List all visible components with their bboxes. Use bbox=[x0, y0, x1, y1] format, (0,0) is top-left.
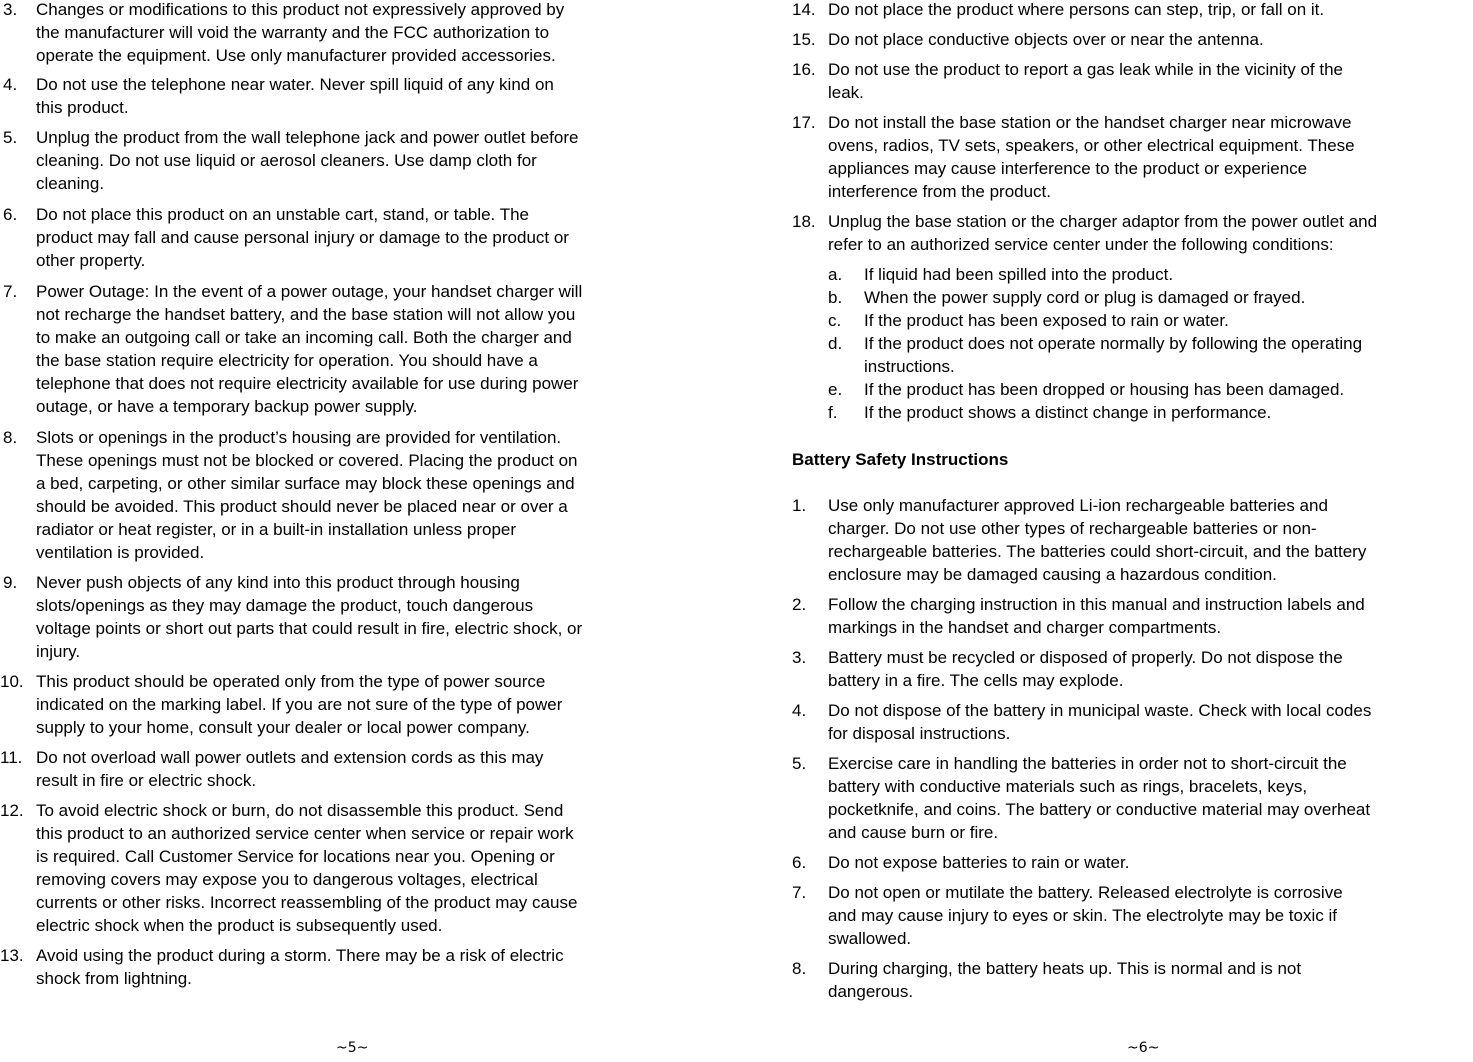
text-line: pocketknife, and coins. The battery or conductive material may overheat bbox=[828, 800, 1371, 819]
text-line: currents or other risks. Incorrect reassembling of the product may cause bbox=[36, 893, 578, 912]
item-number: 4. bbox=[792, 701, 807, 720]
text-line: ovens, radios, TV sets, speakers, or other electrical equipment. These bbox=[828, 136, 1355, 155]
text-line: If the product does not operate normally by following the operating bbox=[864, 334, 1363, 353]
text-line: Avoid using the product during a storm. There may be a risk of electric bbox=[36, 946, 564, 965]
item-text bbox=[828, 58, 1343, 104]
text-line: battery in a fire. The cells may explode. bbox=[828, 671, 1124, 690]
item-text bbox=[828, 111, 1355, 203]
item-text bbox=[828, 699, 1371, 745]
text-line: to make an outgoing call or take an incoming call. Both the charger and bbox=[36, 328, 572, 347]
page-number-left: ~5~ bbox=[336, 1040, 369, 1056]
text-line: indicated on the marking label. If you are not sure of the type of power bbox=[36, 695, 563, 714]
text-line: radiator or heat register, or in a built-in installation unless proper bbox=[36, 520, 517, 539]
item-number: 6. bbox=[3, 205, 18, 224]
item-number: 17. bbox=[792, 113, 816, 132]
item-text bbox=[36, 670, 562, 739]
item-text bbox=[864, 286, 1305, 309]
text-line: Do not install the base station or the handset charger near microwave bbox=[828, 113, 1352, 132]
text-line: ventilation is provided. bbox=[36, 543, 205, 562]
item-number: 5. bbox=[3, 128, 18, 147]
item-text bbox=[36, 203, 569, 272]
item-number: 15. bbox=[792, 30, 816, 49]
text-line: Power Outage: In the event of a power outage, your handset charger will bbox=[36, 282, 583, 301]
text-line: instructions. bbox=[864, 357, 955, 376]
text-line: and may cause injury to eyes or skin. The electrolyte may be toxic if bbox=[828, 906, 1337, 925]
text-line: swallowed. bbox=[828, 929, 912, 948]
item-text bbox=[828, 752, 1370, 844]
item-number: 7. bbox=[3, 282, 18, 301]
item-number: 6. bbox=[792, 853, 807, 872]
text-line: battery with conductive materials such as rings, bracelets, keys, bbox=[828, 777, 1308, 796]
text-line: outage, or have a temporary backup power supply. bbox=[36, 397, 418, 416]
item-text bbox=[36, 799, 577, 937]
text-line: and cause burn or fire. bbox=[828, 823, 999, 842]
item-text bbox=[864, 378, 1344, 401]
item-text bbox=[36, 746, 543, 792]
item-number: b. bbox=[828, 288, 843, 307]
text-line: If the product has been exposed to rain or water. bbox=[864, 311, 1229, 330]
item-number: 4. bbox=[3, 75, 18, 94]
item-text bbox=[828, 593, 1365, 639]
page-number-right: ~6~ bbox=[1127, 1040, 1160, 1056]
text-line: Do not use the product to report a gas leak while in the vicinity of the bbox=[828, 60, 1344, 79]
text-line: Changes or modifications to this product not expressively approved by bbox=[36, 0, 565, 19]
item-number: 16. bbox=[792, 60, 816, 79]
text-line: Battery must be recycled or disposed of properly. Do not dispose the bbox=[828, 648, 1343, 667]
text-line: Never push objects of any kind into this product through housing bbox=[36, 573, 520, 592]
text-line: During charging, the battery heats up. This is normal and is not bbox=[828, 959, 1302, 978]
text-line: Do not place conductive objects over or near the antenna. bbox=[828, 30, 1264, 49]
text-line: markings in the handset and charger compartments. bbox=[828, 618, 1222, 637]
text-line: If liquid had been spilled into the product. bbox=[864, 265, 1174, 284]
item-number: 9. bbox=[3, 573, 18, 592]
text-line: the manufacturer will void the warranty and the FCC authorization to bbox=[36, 23, 550, 42]
item-text bbox=[36, 944, 564, 990]
text-line: appliances may cause interference to the product or experience bbox=[828, 159, 1308, 178]
battery-safety-heading: Battery Safety Instructions bbox=[792, 450, 1009, 469]
item-number: 5. bbox=[792, 754, 807, 773]
text-line: Do not dispose of the battery in municipal waste. Check with local codes bbox=[828, 701, 1372, 720]
item-number: 1. bbox=[792, 496, 807, 515]
item-text bbox=[36, 571, 582, 663]
item-number: e. bbox=[828, 380, 843, 399]
text-line: Slots or openings in the product’s housing are provided for ventilation. bbox=[36, 428, 562, 447]
text-line: cleaning. Do not use liquid or aerosol cleaners. Use damp cloth for bbox=[36, 151, 537, 170]
text-line: interference from the product. bbox=[828, 182, 1052, 201]
text-line: If the product has been dropped or housing has been damaged. bbox=[864, 380, 1345, 399]
item-number: 3. bbox=[792, 648, 807, 667]
text-line: When the power supply cord or plug is damaged or frayed. bbox=[864, 288, 1306, 307]
text-line: Do not expose batteries to rain or water. bbox=[828, 853, 1130, 872]
text-line: enclosure may be damaged causing a hazardous condition. bbox=[828, 565, 1277, 584]
text-line: shock from lightning. bbox=[36, 969, 192, 988]
text-line: other property. bbox=[36, 251, 146, 270]
item-number: d. bbox=[828, 334, 843, 353]
text-line: To avoid electric shock or burn, do not disassemble this product. Send bbox=[36, 801, 564, 820]
text-line: refer to an authorized service center under the following conditions: bbox=[828, 235, 1334, 254]
text-line: not recharge the handset battery, and the base station will not allow you bbox=[36, 305, 576, 324]
text-line: is required. Call Customer Service for locations near you. Opening or bbox=[36, 847, 555, 866]
item-text bbox=[36, 426, 578, 564]
item-text bbox=[828, 494, 1366, 586]
item-text bbox=[864, 309, 1229, 332]
text-line: operate the equipment. Use only manufacturer provided accessories. bbox=[36, 46, 556, 65]
item-text bbox=[828, 957, 1301, 1003]
text-line: rechargeable batteries. The batteries could short-circuit, and the battery bbox=[828, 542, 1367, 561]
item-text bbox=[828, 646, 1343, 692]
item-text bbox=[864, 401, 1271, 424]
item-number: 12. bbox=[0, 801, 24, 820]
text-line: These openings must not be blocked or covered. Placing the product on bbox=[36, 451, 578, 470]
item-text bbox=[828, 28, 1264, 51]
text-line: Exercise care in handling the batteries in order not to short-circuit the bbox=[828, 754, 1347, 773]
text-line: Unplug the product from the wall telephone jack and power outlet before bbox=[36, 128, 579, 147]
item-number: 10. bbox=[0, 672, 24, 691]
text-line: a bed, carpeting, or other similar surface may block these openings and bbox=[36, 474, 575, 493]
item-number: a. bbox=[828, 265, 843, 284]
item-number: 2. bbox=[792, 595, 807, 614]
text-line: product may fall and cause personal injury or damage to the product or bbox=[36, 228, 569, 247]
text-line: telephone that does not require electricity available for use during power bbox=[36, 374, 579, 393]
text-line: cleaning. bbox=[36, 174, 105, 193]
text-line: voltage points or short out parts that could result in fire, electric shock, or bbox=[36, 619, 583, 638]
text-line: slots/openings as they may damage the product, touch dangerous bbox=[36, 596, 534, 615]
item-text bbox=[864, 332, 1362, 378]
item-number: 8. bbox=[3, 428, 18, 447]
text-line: electric shock when the product is subsequently used. bbox=[36, 916, 443, 935]
text-line: Use only manufacturer approved Li-ion rechargeable batteries and bbox=[828, 496, 1328, 515]
item-text bbox=[828, 210, 1377, 256]
item-number: 14. bbox=[792, 0, 816, 19]
text-line: Do not place this product on an unstable cart, stand, or table. The bbox=[36, 205, 529, 224]
text-line: for disposal instructions. bbox=[828, 724, 1011, 743]
item-number: 18. bbox=[792, 212, 816, 231]
text-line: injury. bbox=[36, 642, 81, 661]
item-text bbox=[36, 280, 582, 418]
item-number: 11. bbox=[0, 748, 23, 767]
text-line: Follow the charging instruction in this manual and instruction labels and bbox=[828, 595, 1365, 614]
item-text bbox=[828, 0, 1324, 21]
text-line: This product should be operated only from the type of power source bbox=[36, 672, 546, 691]
text-line: result in fire or electric shock. bbox=[36, 771, 257, 790]
text-line: should be avoided. This product should never be placed near or over a bbox=[36, 497, 568, 516]
text-line: If the product shows a distinct change in performance. bbox=[864, 403, 1272, 422]
text-line: this product. bbox=[36, 98, 129, 117]
item-text bbox=[36, 0, 564, 67]
item-number: 3. bbox=[3, 0, 18, 19]
item-text bbox=[36, 73, 554, 119]
item-number: f. bbox=[828, 403, 838, 422]
item-number: 13. bbox=[0, 946, 24, 965]
item-text bbox=[828, 881, 1343, 950]
text-line: this product to an authorized service center when service or repair work bbox=[36, 824, 574, 843]
item-text bbox=[828, 851, 1129, 874]
item-text bbox=[36, 126, 578, 195]
text-line: Do not open or mutilate the battery. Released electrolyte is corrosive bbox=[828, 883, 1343, 902]
item-number: 8. bbox=[792, 959, 807, 978]
text-line: Do not overload wall power outlets and extension cords as this may bbox=[36, 748, 544, 767]
text-line: removing covers may expose you to dangerous voltages, electrical bbox=[36, 870, 538, 889]
item-text bbox=[864, 263, 1173, 286]
text-line: charger. Do not use other types of rechargeable batteries or non- bbox=[828, 519, 1317, 538]
item-number: 7. bbox=[792, 883, 807, 902]
text-line: Do not place the product where persons can step, trip, or fall on it. bbox=[828, 0, 1325, 19]
item-number: c. bbox=[828, 311, 842, 330]
text-line: Unplug the base station or the charger adaptor from the power outlet and bbox=[828, 212, 1378, 231]
text-line: the base station require electricity for operation. You should have a bbox=[36, 351, 538, 370]
text-line: leak. bbox=[828, 83, 864, 102]
text-line: dangerous. bbox=[828, 982, 914, 1001]
text-line: supply to your home, consult your dealer or local power company. bbox=[36, 718, 530, 737]
text-line: Do not use the telephone near water. Never spill liquid of any kind on bbox=[36, 75, 554, 94]
